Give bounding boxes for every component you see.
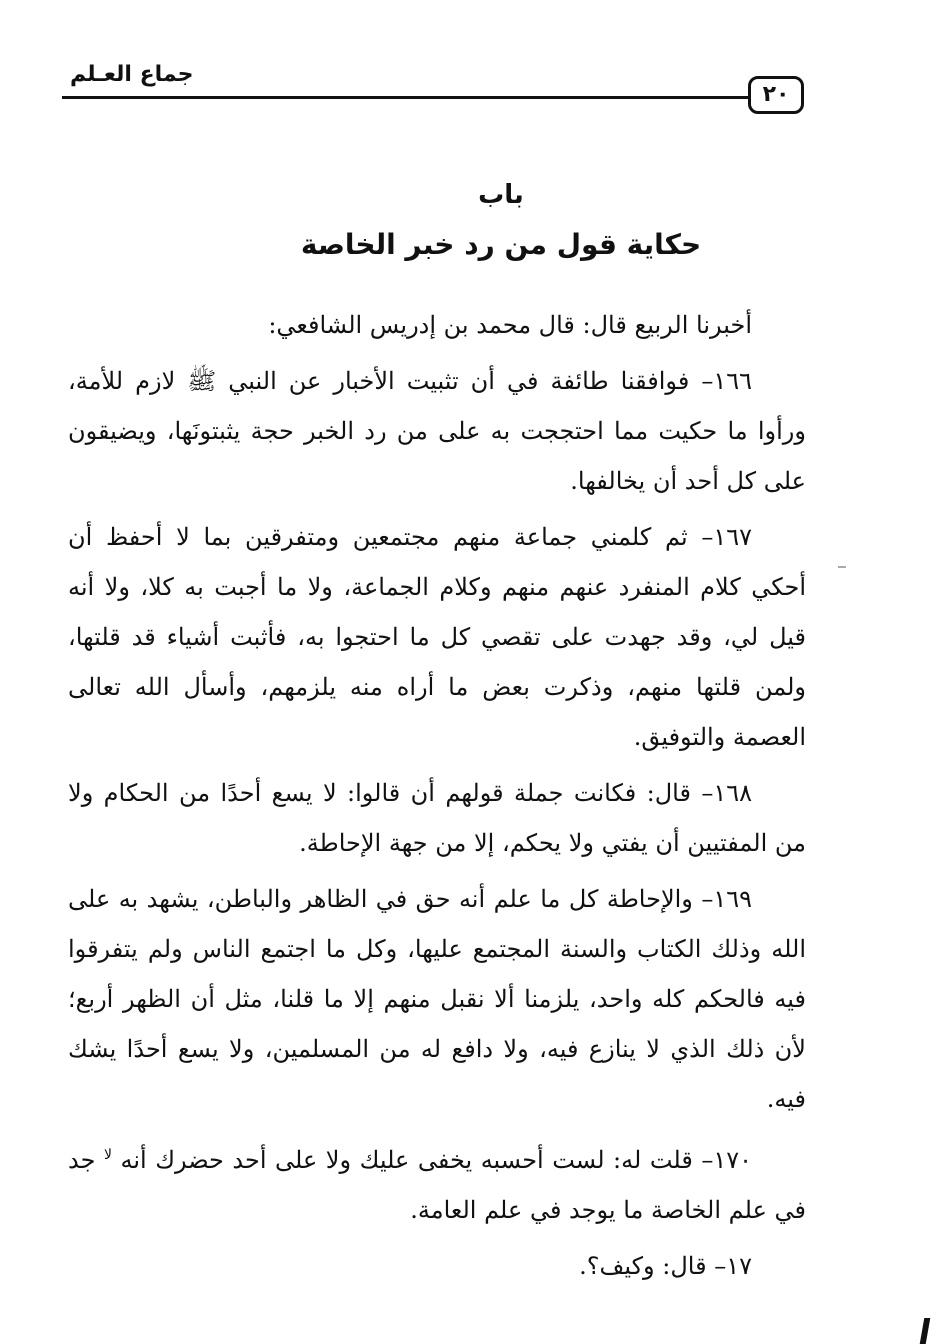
page-edge-mark bbox=[920, 1318, 931, 1344]
paragraph-number: ١٦٧– bbox=[701, 523, 752, 551]
paragraph-167 bbox=[68, 512, 806, 762]
paragraph-number: ١٦٩– bbox=[701, 885, 752, 913]
paragraph-169 bbox=[68, 874, 806, 1124]
running-title: جماع العـلم bbox=[70, 62, 194, 87]
intro-line: أخبرنا الربيع قال: قال محمد بن إدريس الشافعي: bbox=[268, 311, 752, 339]
paragraph-text: ثم كلمني جماعة منهم مجتمعين ومتفرقين بما لا أحفظ أن أحكي كلام المنفرد عنهم منهم وكلام الجماعة، ولا ما أجبت به كلا، ولا أنه قيل لي، وقد جهدت على تقصي كل ما احتجوا به، فأثبت أشياء قد قلتها، ولمن قلتها منهم، وذكرت بعض ما أراه منه يلزمهم، وأسأل الله تعالى العصمة والتوفيق. bbox=[68, 523, 806, 751]
paragraph-text: قلت له: لست أحسبه يخفى عليك ولا على أحد حضرك أنه bbox=[120, 1146, 693, 1174]
paragraph-number: ١٧٠– bbox=[701, 1146, 753, 1174]
body-text bbox=[68, 300, 806, 1297]
chapter-label: باب bbox=[478, 180, 524, 210]
paragraph-170 bbox=[68, 1130, 806, 1235]
paragraph-text: قال: وكيف؟. bbox=[579, 1252, 707, 1280]
chapter-title: حكاية قول من رد خبر الخاصة bbox=[300, 228, 702, 261]
header-rule bbox=[62, 96, 752, 99]
paragraph-171 bbox=[68, 1241, 806, 1291]
paragraph-text: فوافقنا طائفة في أن تثبيت الأخبار عن النبي ﷺ لازم للأمة، ورأوا ما حكيت مما احتججت به على من رد الخبر حجة يثبتونَها، ويضيقون على كل أحد أن يخالفها. bbox=[68, 367, 806, 495]
page-number: ٢٠ bbox=[748, 76, 804, 114]
paragraph-text: قال: فكانت جملة قولهم أن قالوا: لا يسع أحدًا من الحكام ولا من المفتيين أن يفتي ولا يحكم، إلا من جهة الإحاطة. bbox=[68, 779, 806, 857]
paragraph-text-continued: جد في علم الخاصة ما يوجد في علم العامة. bbox=[68, 1146, 806, 1224]
paragraph-166 bbox=[68, 356, 806, 506]
paragraph-number: ١٦٦– bbox=[701, 367, 752, 395]
paragraph-number: ١٧– bbox=[714, 1252, 752, 1280]
paragraph-168 bbox=[68, 768, 806, 868]
handwritten-note: لا bbox=[103, 1147, 112, 1163]
paragraph-text: والإحاطة كل ما علم أنه حق في الظاهر والباطن، يشهد به على الله وذلك الكتاب والسنة المجتمع عليها، وكل ما اجتمع الناس ولم يتفرقوا فيه فالحكم كله واحد، يلزمنا ألا نقبل منهم إلا ما قلنا، مثل أن الظهر أربع؛ لأن ذلك الذي لا ينازع فيه، ولا دافع له من المسلمين، ولا يسع أحدًا يشك فيه. bbox=[68, 885, 807, 1113]
paragraph-number: ١٦٨– bbox=[701, 779, 752, 807]
margin-mark bbox=[838, 566, 846, 568]
